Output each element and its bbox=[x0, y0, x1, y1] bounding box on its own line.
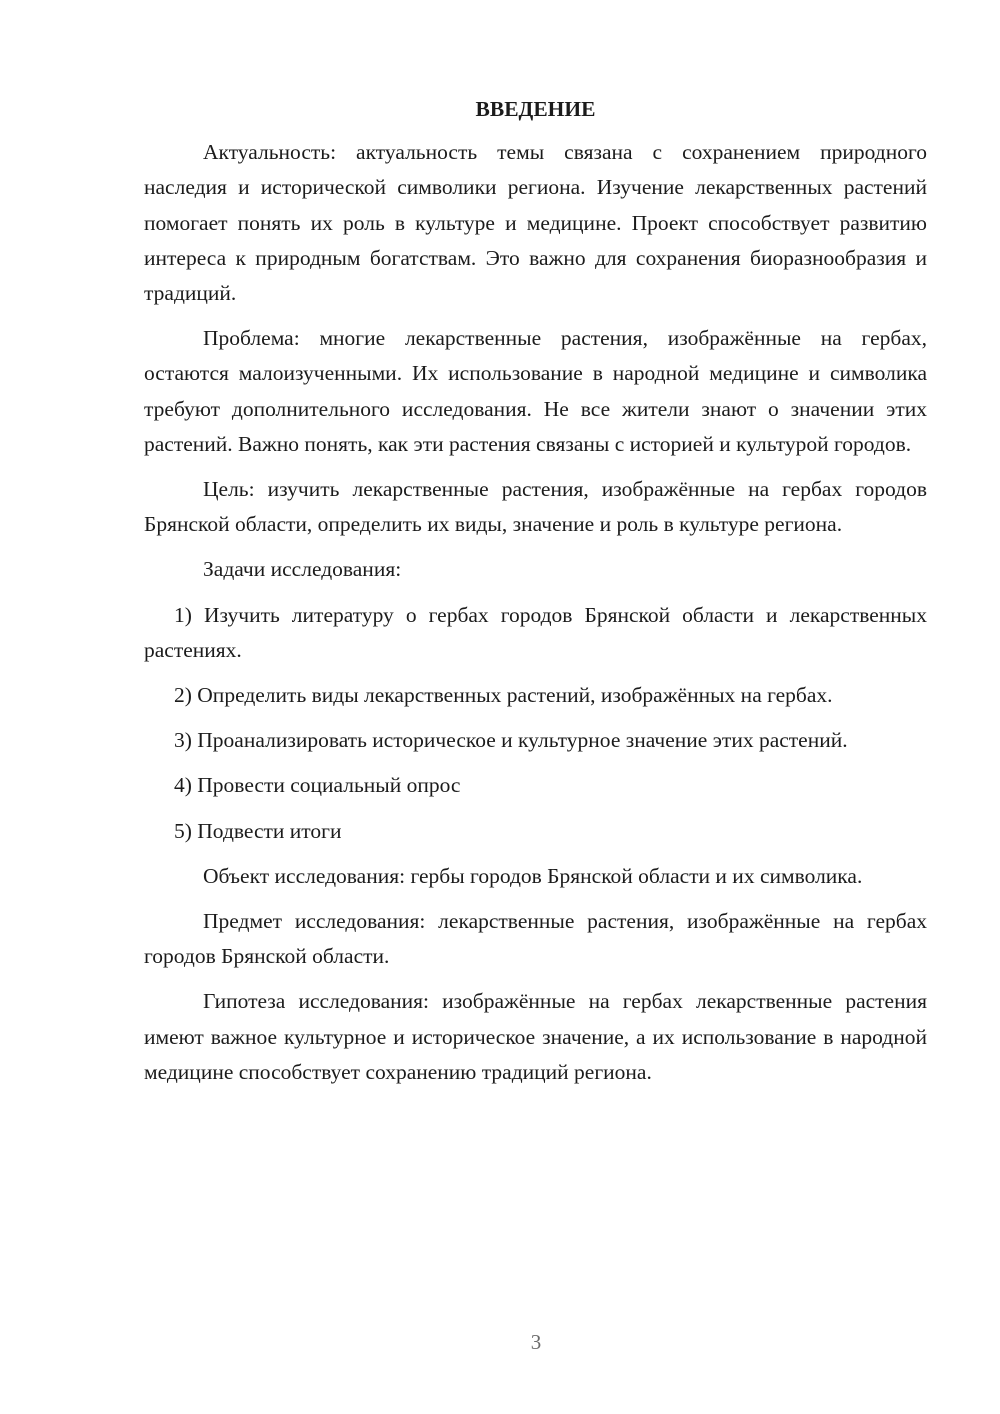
task-item: 4) Провести социальный опрос bbox=[174, 773, 461, 798]
object-paragraph: Объект исследования: гербы городов Брянской области и их символика. bbox=[203, 863, 863, 888]
task-item: 1) Изучить литературу о гербах городов Брянской области и лекарственных растениях. bbox=[144, 602, 927, 662]
tasks-heading: Задачи исследования: bbox=[203, 557, 402, 582]
tasks-list bbox=[144, 598, 927, 849]
goal-paragraph: Цель: изучить лекарственные растения, изображённые на гербах городов Брянской области, определить их виды, значение и роль в культуре региона. bbox=[144, 477, 927, 537]
task-item: 5) Подвести итоги bbox=[174, 818, 342, 843]
task-item: 2) Определить виды лекарственных растений, изображённых на гербах. bbox=[174, 683, 833, 708]
subject-paragraph: Предмет исследования: лекарственные растения, изображённые на гербах городов Брянской области. bbox=[144, 909, 927, 969]
problem-paragraph: Проблема: многие лекарственные растения, изображённые на гербах, остаются малоизученными. Их использование в народной медицине и символика требуют дополнительного исследования. Не все жители знают о значении этих растений. Важно понять, как эти растения связаны с историей и культурой городов. bbox=[144, 326, 927, 456]
document-page bbox=[144, 92, 927, 1100]
section-title: ВВЕДЕНИЕ bbox=[475, 97, 596, 121]
page-number: 3 bbox=[530, 1330, 542, 1354]
hypothesis-paragraph: Гипотеза исследования: изображённые на гербах лекарственные растения имеют важное культурное и историческое значение, а их использование в народной медицине способствует сохранению традиций региона. bbox=[144, 989, 927, 1084]
task-item: 3) Проанализировать историческое и культурное значение этих растений. bbox=[174, 728, 848, 753]
relevance-paragraph: Актуальность: актуальность темы связана с сохранением природного наследия и исторической символики региона. Изучение лекарственных растений помогает понять их роль в культуре и медицине. Проект способствует развитию интереса к природным богатствам. Это важно для сохранения биоразнообразия и традиций. bbox=[144, 140, 927, 306]
